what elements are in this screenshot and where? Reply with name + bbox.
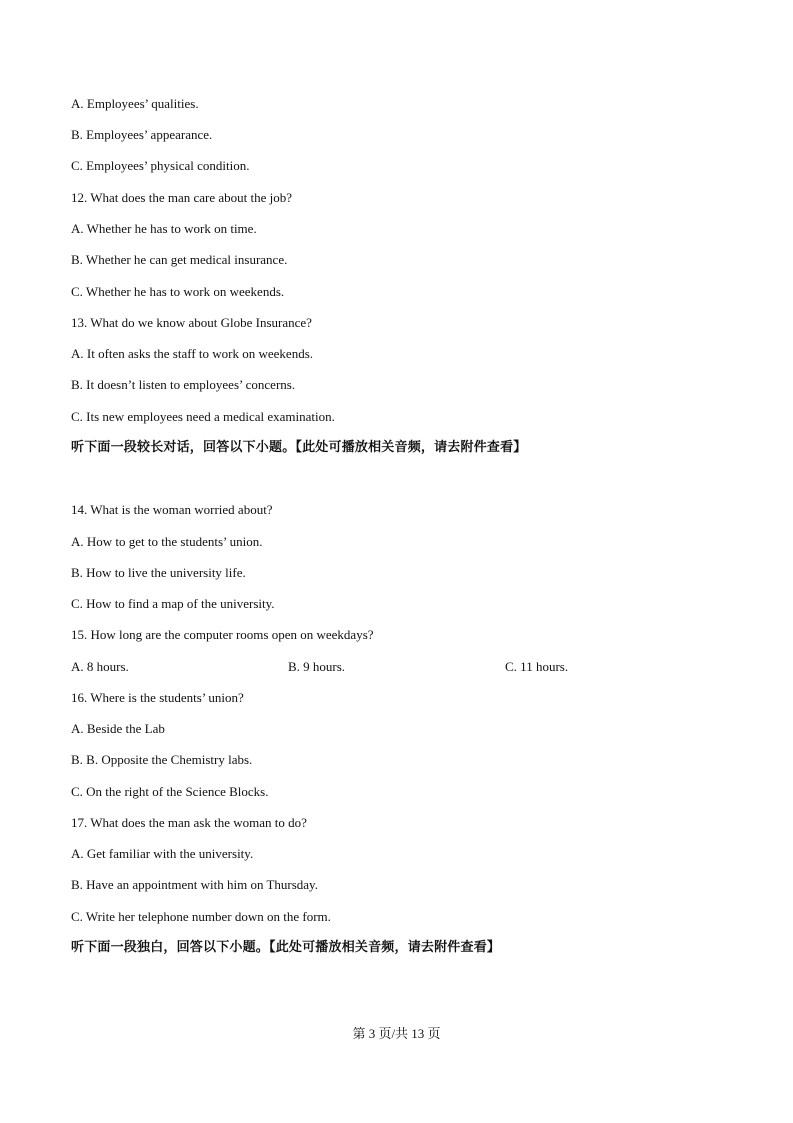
q15-question: 15. How long are the computer rooms open on weekdays? — [71, 627, 374, 642]
q14-option-c: C. How to find a map of the university. — [71, 596, 275, 611]
q15-option-a: A. 8 hours. — [71, 659, 129, 674]
instruction-monologue: 听下面一段独白，回答以下小题。【此处可播放相关音频，请去附件查看】 — [71, 940, 501, 955]
q12-question: 12. What does the man care about the job? — [71, 190, 293, 205]
q13-option-b: B. It doesn’t listen to employees’ concerns. — [71, 377, 296, 392]
q12-option-b: B. Whether he can get medical insurance. — [71, 252, 288, 267]
q17-option-c: C. Write her telephone number down on the form. — [71, 909, 331, 924]
q16-question: 16. Where is the students’ union? — [71, 690, 244, 705]
q15-option-b: B. 9 hours. — [288, 659, 346, 674]
q15-options-row — [71, 659, 721, 675]
q16-option-a: A. Beside the Lab — [71, 721, 165, 736]
q15-option-c: C. 11 hours. — [505, 659, 569, 674]
q17-question: 17. What does the man ask the woman to do? — [71, 815, 307, 830]
q11-option-c: C. Employees’ physical condition. — [71, 158, 250, 173]
q17-option-b: B. Have an appointment with him on Thursday. — [71, 877, 318, 892]
q17-option-a: A. Get familiar with the university. — [71, 846, 254, 861]
q14-option-a: A. How to get to the students’ union. — [71, 534, 263, 549]
q14-option-b: B. How to live the university life. — [71, 565, 246, 580]
instruction-long-dialogue: 听下面一段较长对话，回答以下小题。【此处可播放相关音频，请去附件查看】 — [71, 440, 527, 455]
page-footer: 第 3 页/共 13 页 — [352, 1026, 441, 1041]
q13-option-a: A. It often asks the staff to work on weekends. — [71, 346, 314, 361]
q12-option-c: C. Whether he has to work on weekends. — [71, 284, 285, 299]
q16-option-c: C. On the right of the Science Blocks. — [71, 784, 269, 799]
q13-option-c: C. Its new employees need a medical examination. — [71, 409, 335, 424]
q11-option-a: A. Employees’ qualities. — [71, 96, 199, 111]
q14-question: 14. What is the woman worried about? — [71, 502, 273, 517]
q11-option-b: B. Employees’ appearance. — [71, 127, 213, 142]
q16-option-b: B. B. Opposite the Chemistry labs. — [71, 752, 253, 767]
q13-question: 13. What do we know about Globe Insurance? — [71, 315, 312, 330]
q12-option-a: A. Whether he has to work on time. — [71, 221, 257, 236]
